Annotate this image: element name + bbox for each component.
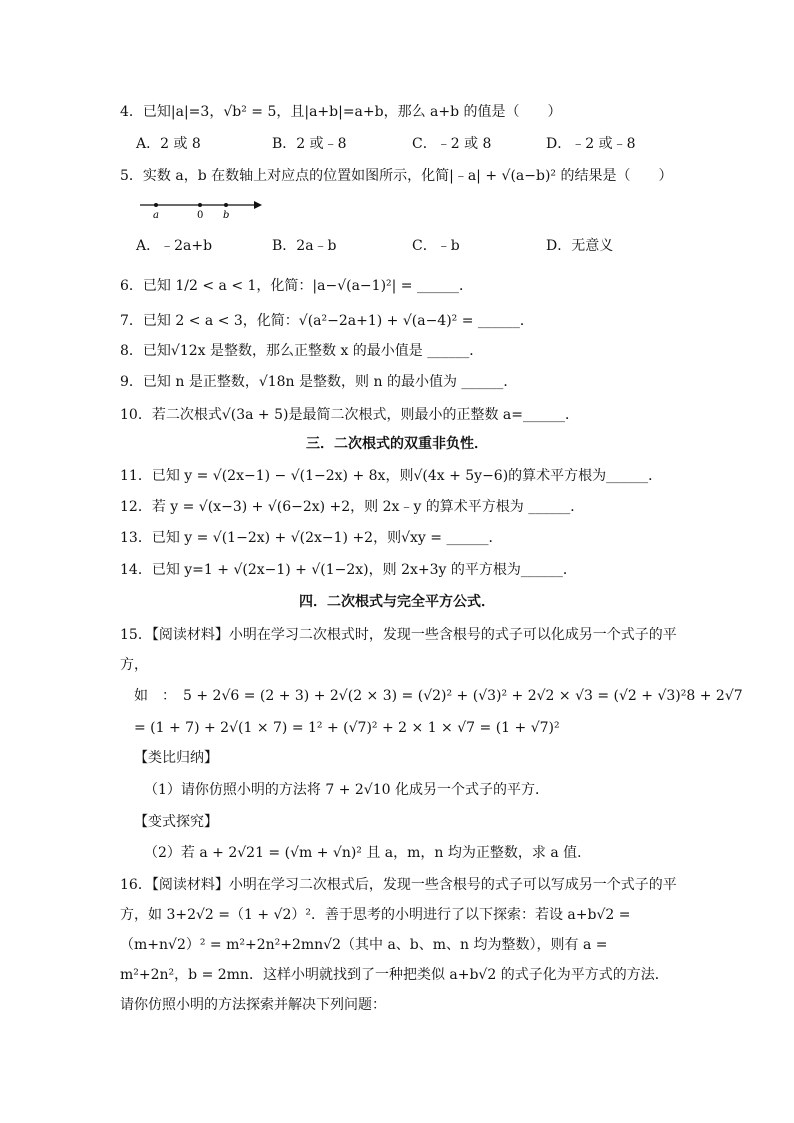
question-10: 10．若二次根式√(3a + 5)是最简二次根式，则最小的正整数 a=______． [120,407,579,423]
question-5-options [136,236,676,256]
section-3-heading: 三．二次根式的双重非负性． [306,436,488,452]
number-line-figure [138,196,268,222]
question-15-intro: 15．【阅读材料】小明在学习二次根式时，发现一些含根号的式子可以化成另一个式子的平方， [120,627,677,673]
option-b: B．2 或﹣8 [272,136,347,152]
section-4-heading: 四．二次根式与完全平方公式． [299,594,495,610]
option-d: D．无意义 [546,238,614,254]
question-11: 11．已知 y = √(2x−1) − √(1−2x) + 8x，则√(4x + 5y−6)的算术平方根为______． [120,468,663,484]
question-14: 14．已知 y=1 + √(2x−1) + √(1−2x)，则 2x+3y 的平方根为______． [120,562,577,578]
option-c: C．﹣2 或 8 [412,136,492,152]
question-7: 7．已知 2 < a < 3，化简：√(a²−2a+1) + √(a−4)² = ______． [120,313,534,329]
question-4-options [136,134,676,154]
point-a-label: a [153,210,159,221]
point-b-label: b [223,210,230,221]
question-12: 12．若 y = √(x−3) + √(6−2x) +2，则 2x﹣y 的算术平方根为 ______． [120,499,585,515]
question-5: 5．实数 a，b 在数轴上对应点的位置如图所示，化简|﹣a| + √(a−b)² 的结果是（ ） [120,168,673,184]
analogy-tag: 【类比归纳】 [134,750,218,766]
option-c: C．﹣b [412,238,460,254]
question-15-example-line-2: = (1 + 7) + 2√(1 × 7) = 1² + (√7)² + 2 × 1 × √7 = (1 + √7)² [134,720,560,736]
question-9: 9．已知 n 是正整数，√18n 是整数，则 n 的最小值为 ______． [120,374,518,390]
option-b: B．2a﹣b [272,238,337,254]
question-8: 8．已知√12x 是整数，那么正整数 x 的最小值是 ______． [120,343,484,359]
origin-label: 0 [197,210,204,221]
question-15-part-1: （1）请你仿照小明的方法将 7 + 2√10 化成另一个式子的平方． [144,782,549,798]
option-d: D．﹣2 或﹣8 [546,136,636,152]
question-15-part-2: （2）若 a + 2√21 = (√m + √n)² 且 a，m，n 均为正整数，求 a 值． [144,845,592,861]
question-15-example-line-1: 如 ： 5 + 2√6 = (2 + 3) + 2√(2 × 3) = (√2)² + (√3)² + 2√2 × √3 = (√2 + √3)²8 + 2√7 [134,688,743,704]
variation-tag: 【变式探究】 [134,814,218,830]
option-a: A．﹣2a+b [136,238,213,254]
question-16: 16．【阅读材料】小明在学习二次根式后，发现一些含根号的式子可以写成另一个式子的平方，如 3+2√2 =（1 + √2）²．善于思考的小明进行了以下探索：若设 a+b√2 =（m+n√2）² = m²+2n²+2mn√2（其中 a、b、m、n 均为整数），则有 a = m²+2n²，b = 2mn．这样小明就找到了一种把类似 a+b√2 的式子化为平方式的方法．请你仿照小明的方法探索并解决下列问题： [120,877,677,1013]
question-13: 13．已知 y = √(1−2x) + √(2x−1) +2，则√xy = ______． [120,530,503,546]
option-a: A．2 或 8 [136,136,201,152]
question-6: 6．已知 1/2 < a < 1，化简：|a−√(a−1)²| = ______． [120,278,473,294]
question-4: 4．已知|a|=3，√b² = 5，且|a+b|=a+b，那么 a+b 的值是（ ） [120,104,562,120]
